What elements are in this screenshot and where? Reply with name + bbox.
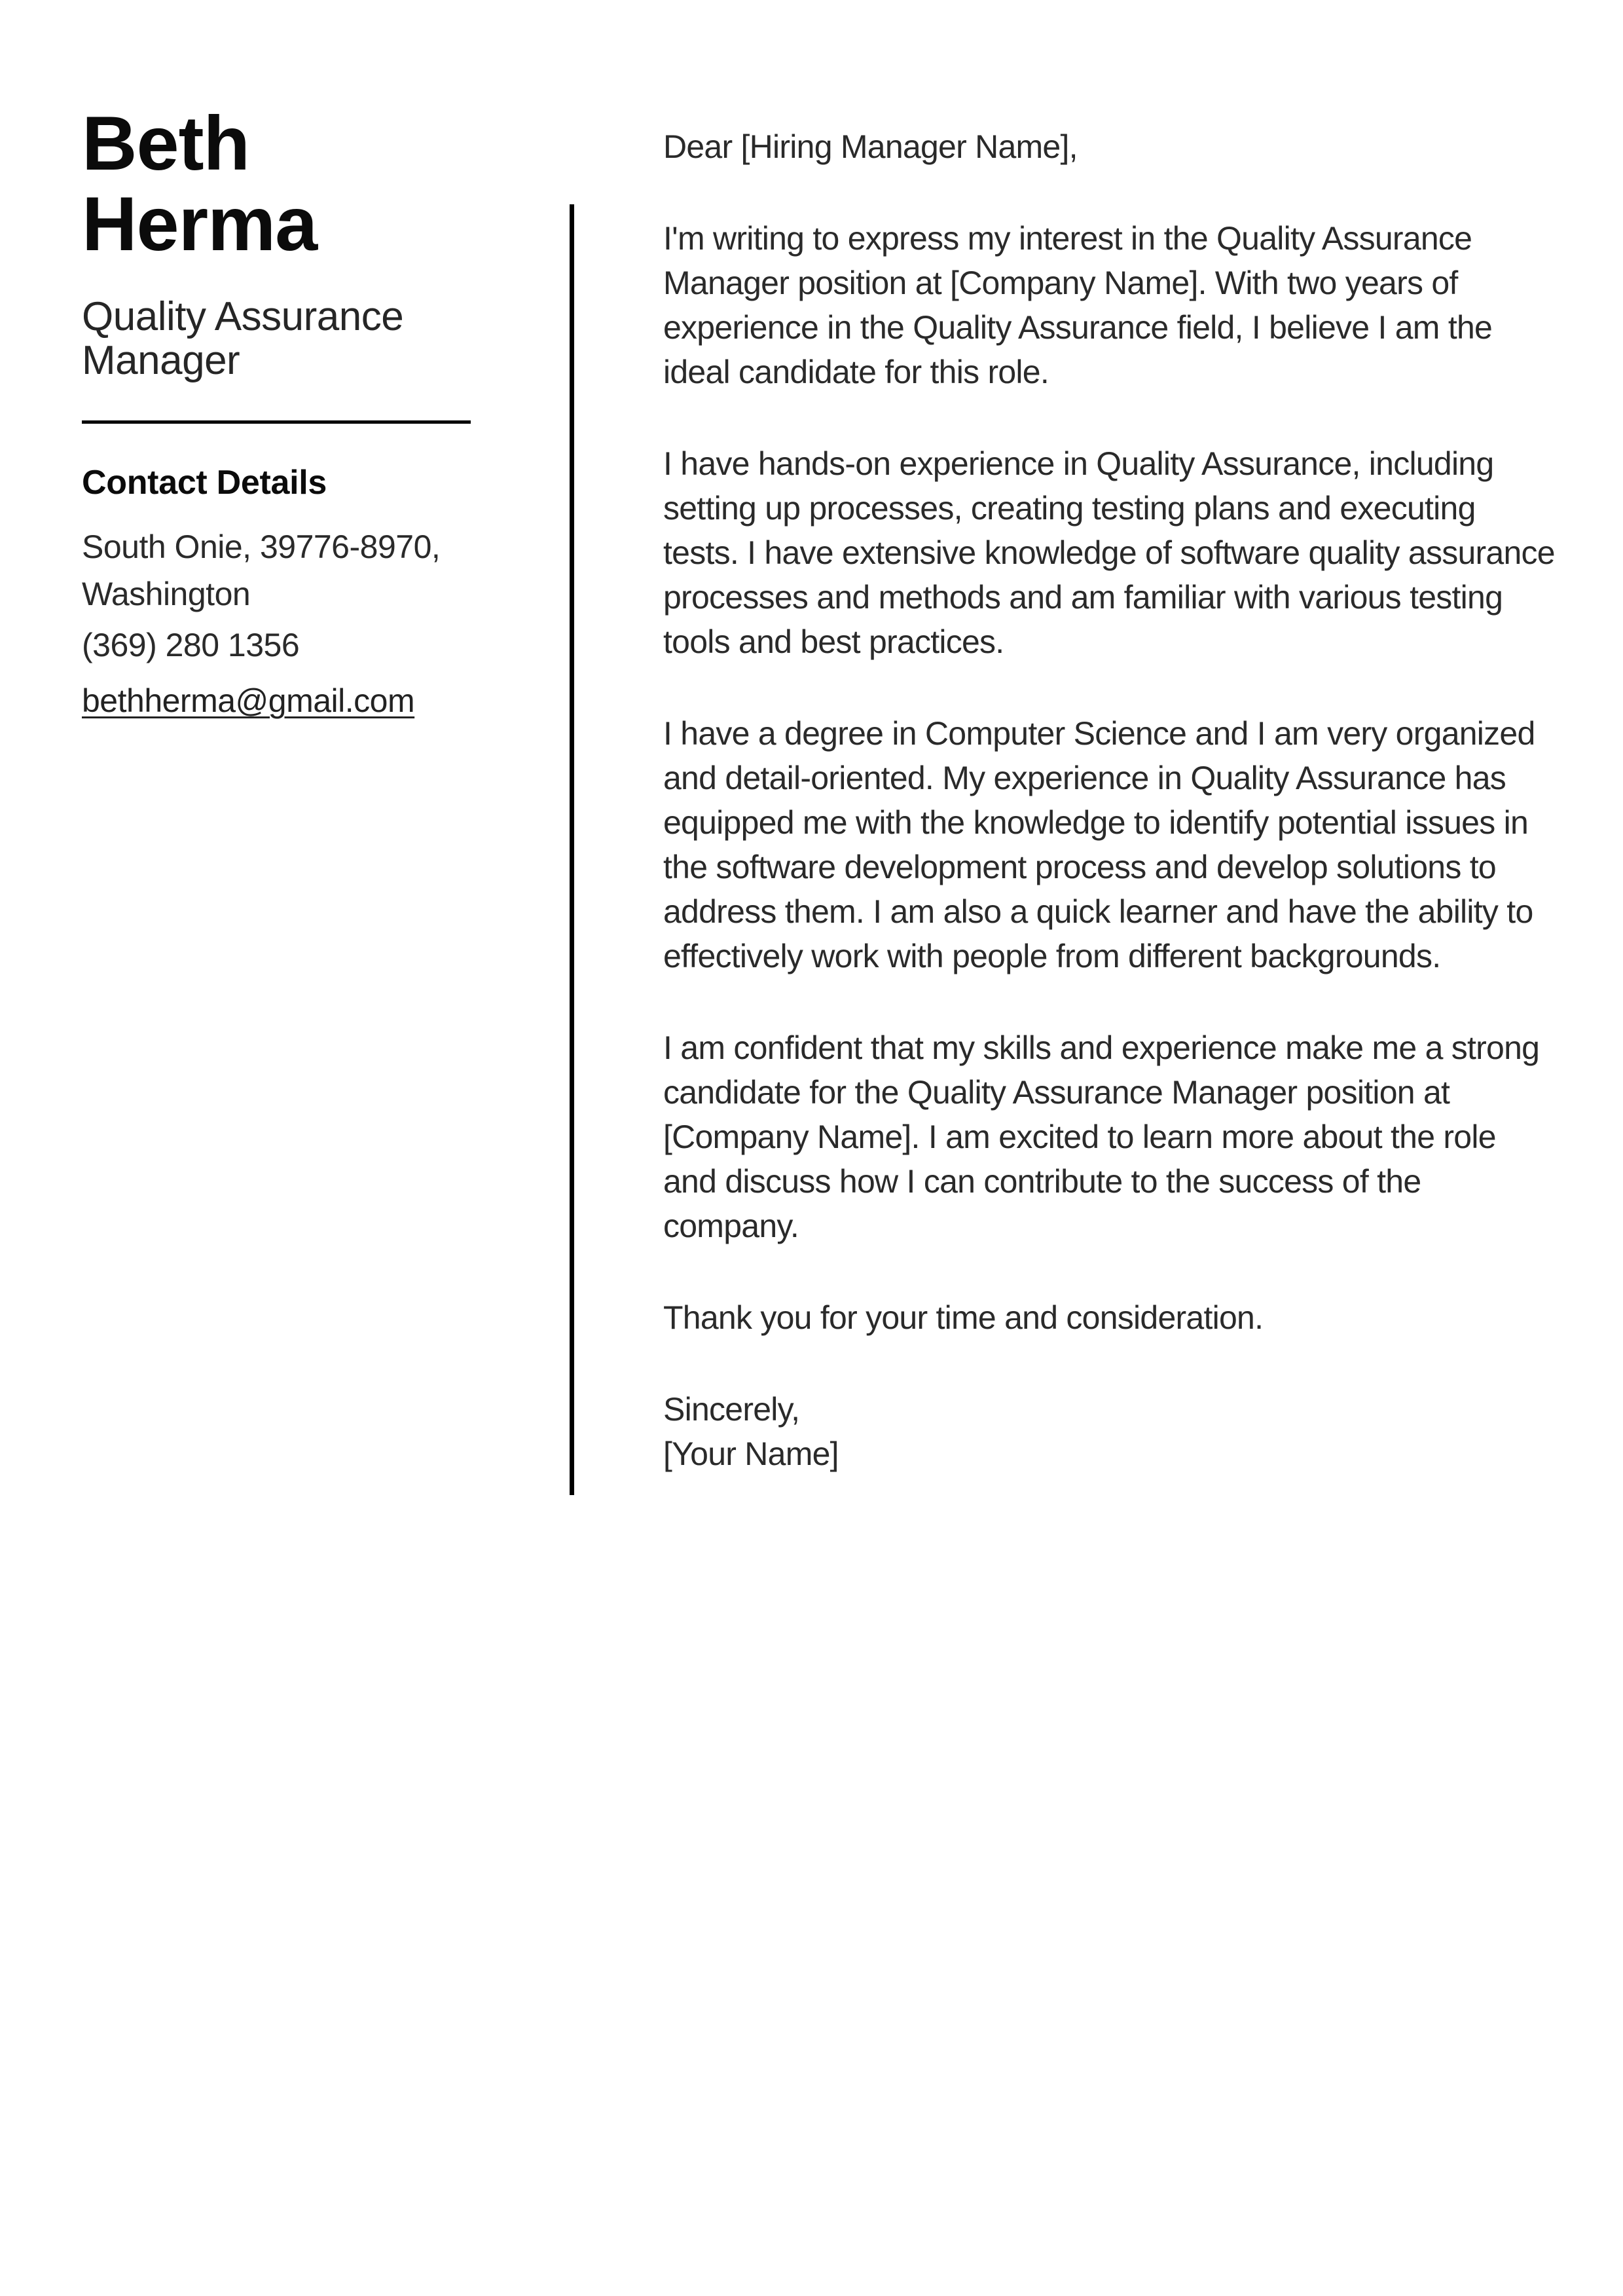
signature-placeholder: [Your Name]: [663, 1435, 839, 1472]
candidate-name: Beth Herma: [82, 100, 318, 267]
vertical-divider: [570, 204, 574, 1495]
letter-body: [663, 124, 1557, 1476]
closing: Sincerely,: [663, 1391, 800, 1428]
sidebar-divider: [82, 420, 471, 424]
thanks-line: Thank you for your time and consideration.: [663, 1299, 1264, 1336]
letter-paragraph: I'm writing to express my interest in the Quality Assurance Manager position at [Company Name]. With two years of experience in the Quality Assurance field, I believe I am the ideal candidate for this role.: [663, 220, 1493, 390]
letter-paragraph: I have hands-on experience in Quality Assurance, including setting up processes, creating testing plans and executing tests. I have extensive knowledge of software quality assurance processes and methods and am familiar with various testing tools and best practices.: [663, 445, 1555, 660]
letter-paragraph: I have a degree in Computer Science and I am very organized and detail-oriented. My experience in Quality Assurance has equipped me with the knowledge to identify potential issues in the software development process and develop solutions to address them. I am also a quick learner and have the ability to effectively work with people from different backgrounds.: [663, 715, 1535, 974]
salutation: Dear [Hiring Manager Name],: [663, 128, 1078, 165]
contact-details-heading: Contact Details: [82, 464, 327, 502]
contact-email-line: [82, 677, 471, 724]
contact-phone: (369) 280 1356: [82, 627, 300, 663]
job-title: Quality Assurance Manager: [82, 294, 404, 383]
contact-address: South Onie, 39776-8970, Washington: [82, 528, 441, 612]
email-link[interactable]: bethherma@gmail.com: [82, 682, 415, 719]
letter-paragraph: I am confident that my skills and experience make me a strong candidate for the Quality Assurance Manager position at [Company Name]. I am excited to learn more about the role and discuss how I can contribute to the success of the company.: [663, 1029, 1540, 1244]
sidebar: [82, 100, 471, 724]
